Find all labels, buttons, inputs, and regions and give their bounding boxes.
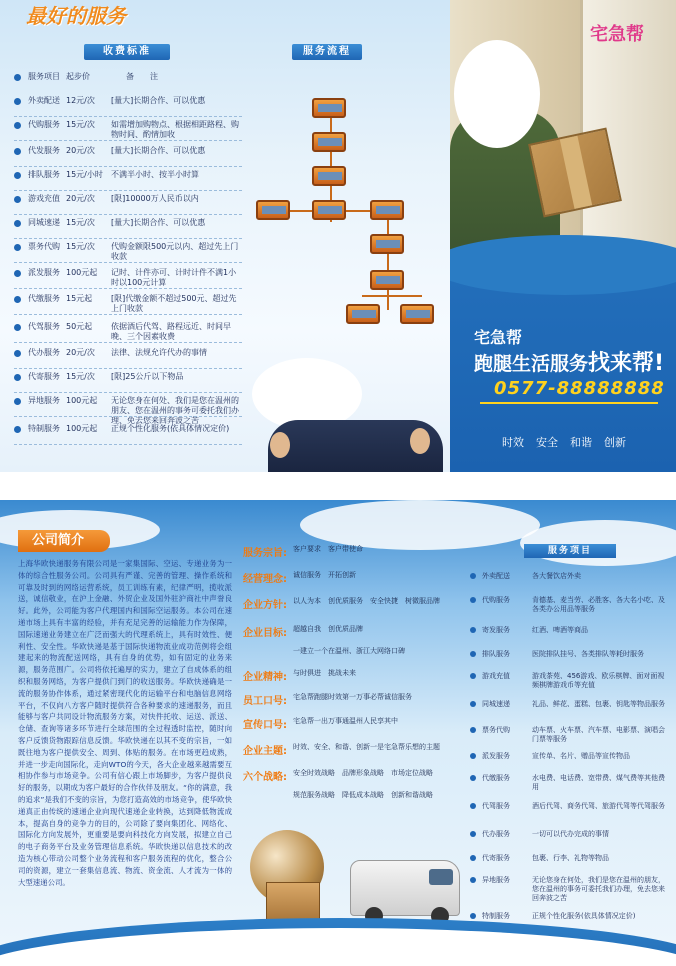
person-head: [410, 428, 430, 454]
brand-logo: 宅急帮: [590, 24, 644, 45]
service-list-item: [470, 572, 670, 581]
service-list-item: [470, 912, 670, 921]
delivery-photo: [450, 0, 676, 260]
flow-step-truck-icon: [370, 200, 404, 220]
row-divider: [14, 238, 242, 239]
service-list-item: [470, 876, 670, 903]
service-desc: 红酒、啤酒等商品: [532, 626, 588, 634]
price-row-desc: [量大]长期合作、可以优惠: [111, 146, 206, 155]
price-row-desc: [量大]长期合作、可以优惠: [111, 218, 206, 227]
delivery-van-image: [350, 860, 460, 916]
bullet-icon: [470, 573, 476, 579]
price-row-price: 20元/次: [66, 194, 95, 203]
flow-step-truck-icon: [256, 200, 290, 220]
bullet-icon: [470, 831, 476, 837]
service-list-item: [470, 650, 670, 659]
service-desc: 各大餐饮店外卖: [532, 572, 581, 580]
service-list-item: [470, 596, 670, 614]
culture-label: 六个战略:: [243, 772, 287, 783]
price-row-service: 派发服务: [28, 268, 60, 277]
flow-step-truck-icon: [370, 270, 404, 290]
culture-row: [243, 668, 483, 683]
price-row: [14, 194, 242, 204]
culture-row: [243, 596, 483, 611]
price-table-header: [14, 72, 242, 82]
price-row-price: 100元起: [66, 268, 98, 277]
bullet-icon: [14, 296, 21, 303]
header-service: 服务项目: [28, 72, 60, 81]
bullet-icon: [14, 426, 21, 433]
row-divider: [14, 116, 242, 117]
intro-text: 上海华欧快递服务有限公司是一家集国际、空运、专递业务为一体的综合性服务公司。公司具有严谨、完善的管理、操作系统和可靠及时到的网络运营系统，员工训练有素，纪律严明，揽收派送，诚信敬业，在沪上金融、外贸企业及国外驻沪商社中声誉良好。此外，公司能为客户代理国内和国际空运服务。本公司在速递市场上具有丰富的经验，并有充足完善的运输能力作为保障，国际速递业务建立在广泛而强大的代理系统上，具有时效性、便利性、安全性。华欧快递是基于国际快递物流业成功范例将会组建起来的物流配送网络，具有自身的优势，如有固定的业务来源，服务范围广。公司将依托遍厚的实力，建立了自成体系的组织和服务网络，为客户提供门到门的收送服务。华欧快递确是一流的服务协作体系，通过紧密现代化的运输平台和电脑信息网络平台，不仅向八方客户随时提供符合各种要求的速递服务，而且能够与客户共同设计物流服务方案，对快件托收、运送、派送、仓储、查询等诸多环节进行全球范围的全过程透时监控，随时向客户反馈货物跟踪信息反馈。华欧快递在以其不变的宗旨，一如既往地为客户提供安全、周到、体贴的服务。在市场更趋成熟，并进一步走向国际化，走向WTO的今天，各大企业越来越需要互相协作参与市场竞争。公司有信心跟上市场脚步，为客户提供良好的服务，以期成为客户最好的合作伙伴及朋友。“你的满意，我的追求”是我们不变的宗旨，为您打造高效的市场竞争，使华欧快递真正由传统的速递企业向现代速递企业转换，达到降低物流成本，提高自身的竞争力的目的，公司除了要向集团化、网络化、国际化方向发展外，更重要是要向科技化方向发展，拟建立自己的电子商务平台及业务管理信息系统。华欧快递以信息技术的改造为核心带动公司整个业务流程和客户服务流程的优化，整合公司的资源，建立一套集信息流、物流、资金流、人才流为一体的大型速递公司。: [18, 559, 232, 887]
price-row: [14, 372, 242, 382]
bullet-icon: [14, 122, 21, 129]
price-row-price: 100元起: [66, 396, 98, 405]
price-row-price: 12元/次: [66, 96, 95, 105]
culture-label: 企业精神:: [243, 672, 287, 683]
bullet-icon: [14, 374, 21, 381]
culture-row: [243, 624, 483, 639]
bullet-icon: [470, 627, 476, 633]
price-row: [14, 170, 242, 180]
price-row-service: 票务代购: [28, 242, 60, 251]
bullet-icon: [14, 324, 21, 331]
value-item: 时效: [502, 436, 524, 449]
header-price: 起步价: [66, 72, 90, 81]
flow-step-truck-icon: [346, 304, 380, 324]
price-row-desc: 无论您身在何处、我们是您在温州的朋友、您在温州的事务可委托我们办理、免去您来回奔波之苦: [111, 396, 239, 425]
price-row-desc: 依据酒后代驾、路程远近、时间早晚、三个因素收费: [111, 322, 231, 341]
culture-text: 宅急帮一出万事通温州人民享其中: [293, 717, 398, 725]
flow-step-truck-icon: [370, 234, 404, 254]
culture-text: 宅急帮跑腿时效第一万事必帮诚信服务: [293, 693, 412, 701]
row-divider: [14, 416, 242, 417]
row-divider: [14, 392, 242, 393]
bullet-icon: [14, 220, 21, 227]
header-title: 最好的服务: [26, 4, 126, 28]
price-row: [14, 396, 242, 426]
culture-row: [243, 570, 483, 585]
service-desc: 礼品、鲜花、蛋糕、包裹、钥匙等物品服务: [532, 700, 665, 708]
row-divider: [14, 342, 242, 343]
price-row-service: 代发服务: [28, 146, 60, 155]
service-name: 代购服务: [482, 596, 510, 604]
row-divider: [14, 314, 242, 315]
service-desc: 动车票、火车票、汽车票、电影票、演唱会门票等服务: [532, 726, 665, 743]
price-row-service: 同城速递: [28, 218, 60, 227]
price-row-price: 100元起: [66, 424, 98, 433]
value-item: 创新: [604, 436, 626, 449]
service-desc: 肯德基、麦当劳、必胜客、各大名小吃、及各类办公用品等服务: [532, 596, 665, 613]
bullet-icon: [14, 196, 21, 203]
price-row-price: 20元/次: [66, 146, 95, 155]
price-section-title: 收费标准: [84, 44, 170, 60]
culture-label: 宣传口号:: [243, 720, 287, 731]
price-row-desc: 法律、法规允许代办的事情: [111, 348, 207, 357]
bullet-icon: [470, 701, 476, 707]
price-row: [14, 146, 242, 156]
service-list-item: [470, 830, 670, 839]
bullet-icon: [470, 877, 476, 883]
price-row: [14, 268, 242, 288]
bullet-icon: [14, 74, 21, 81]
slogan-part-a: 跑腿生活服务: [474, 353, 589, 375]
price-row-desc: 如需增加购物点、根据相距路程、购物时间、酌情加收: [111, 120, 239, 139]
service-name: 派发服务: [482, 752, 510, 760]
slogan-part-b: 找来帮!: [588, 351, 665, 376]
bullet-icon: [14, 172, 21, 179]
price-row: [14, 96, 242, 106]
culture-label: 企业方针:: [243, 600, 287, 611]
row-divider: [14, 214, 242, 215]
person-head: [270, 432, 290, 458]
bullet-icon: [14, 148, 21, 155]
service-list-item: [470, 700, 670, 709]
price-row: [14, 218, 242, 228]
service-name: 外卖配送: [482, 572, 510, 580]
bullet-icon: [470, 753, 476, 759]
service-desc: 游戏茶苑、456游戏、欧乐棋牌、面对面视频棋牌游戏币等充值: [532, 672, 665, 689]
service-flow-diagram: [250, 60, 450, 340]
price-row-service: 排队服务: [28, 170, 60, 179]
service-desc: 无论您身在何处，我们是您在温州的朋友，您在温州的事务可委托我们办理，免去您来回奔波之苦: [532, 876, 665, 902]
service-name: 游戏充值: [482, 672, 510, 680]
price-row-service: 异地服务: [28, 396, 60, 405]
culture-row: [243, 544, 483, 559]
row-divider: [14, 166, 242, 167]
flow-step-truck-icon: [400, 304, 434, 324]
cloud: [300, 500, 540, 550]
flow-step-truck-icon: [312, 200, 346, 220]
service-name: 代办服务: [482, 830, 510, 838]
bullet-icon: [470, 727, 476, 733]
value-item: 安全: [536, 436, 558, 449]
bullet-icon: [14, 98, 21, 105]
culture-text: 与时俱进 挑战未来: [293, 669, 356, 677]
phone-number: 0577-88888888: [494, 378, 665, 399]
blue-wave: [450, 235, 676, 295]
bullet-icon: [14, 350, 21, 357]
bullet-icon: [470, 775, 476, 781]
price-row-price: 15元/小时: [66, 170, 103, 179]
cover-panel: [450, 0, 676, 472]
price-row-service: 代寄服务: [28, 372, 60, 381]
service-name: 同城速递: [482, 700, 510, 708]
price-row: [14, 120, 242, 140]
service-name: 代缴服务: [482, 774, 510, 782]
row-divider: [14, 140, 242, 141]
flow-step-truck-icon: [312, 166, 346, 186]
culture-label: 企业主题:: [243, 746, 287, 757]
row-divider: [14, 288, 242, 289]
culture-row: [243, 790, 483, 800]
bullet-icon: [470, 673, 476, 679]
service-name: 排队服务: [482, 650, 510, 658]
price-row-price: 20元/次: [66, 348, 95, 357]
row-divider: [14, 444, 242, 445]
culture-row: [243, 692, 483, 707]
service-list-title: 服务项目: [524, 544, 616, 558]
culture-label: 服务宗旨:: [243, 548, 287, 559]
bullet-icon: [14, 270, 21, 277]
culture-row: [243, 742, 483, 757]
price-row: [14, 348, 242, 358]
price-row-service: 游戏充值: [28, 194, 60, 203]
culture-label: 经营理念:: [243, 574, 287, 585]
price-row-desc: 代购金额限500元以内、超过先上门收款: [111, 242, 239, 261]
price-row-price: 15元起: [66, 294, 93, 303]
row-divider: [14, 368, 242, 369]
slogan-main: [474, 346, 664, 377]
core-values: [502, 434, 626, 450]
price-row-service: 代驾服务: [28, 322, 60, 331]
price-row-desc: [限]代缴金额不超过500元、超过先上门收款: [111, 294, 237, 313]
bullet-icon: [470, 855, 476, 861]
brochure-inner-side: [0, 500, 676, 966]
service-name: 代寄服务: [482, 854, 510, 862]
service-desc: 包裹、行李、礼物等物品: [532, 854, 609, 862]
service-desc: 一切可以代办完成的事情: [532, 830, 609, 838]
bullet-icon: [14, 244, 21, 251]
price-row-service: 代办服务: [28, 348, 60, 357]
service-name: 异地服务: [482, 876, 510, 884]
service-list-item: [470, 854, 670, 863]
culture-row: [243, 768, 483, 783]
service-list-item: [470, 672, 670, 690]
service-name: 寄发服务: [482, 626, 510, 634]
value-item: 和谐: [570, 436, 592, 449]
service-list-item: [470, 726, 670, 744]
price-row-desc: [量大]长期合作、可以优惠: [111, 96, 206, 105]
price-row-service: 特制服务: [28, 424, 60, 433]
row-divider: [14, 190, 242, 191]
culture-text: 超越自我 创优质品牌: [293, 625, 363, 633]
divider: [480, 402, 658, 404]
price-row-price: 15元/次: [66, 120, 95, 129]
price-row: [14, 322, 242, 342]
price-row: [14, 424, 242, 434]
price-row: [14, 294, 242, 314]
service-desc: 正规个性化服务(依具体情况定价): [532, 912, 636, 920]
culture-text: 一建立一个在温州、浙江大网络口碑: [293, 647, 405, 655]
price-row-desc: 不满半小时、按半小时算: [111, 170, 199, 179]
service-list-item: [470, 802, 670, 811]
bullet-icon: [470, 803, 476, 809]
price-row-desc: 正规个性化服务(依具体情况定价): [111, 424, 230, 433]
price-row-desc: 记时、计件亦可、计时计件不满1小时以100元计算: [111, 268, 237, 287]
service-name: 代驾服务: [482, 802, 510, 810]
culture-text: 诚信服务 开拓创新: [293, 571, 356, 579]
slogan-brand: 宅急帮: [474, 328, 523, 347]
blank-oval: [454, 40, 540, 148]
price-row-service: 代缴服务: [28, 294, 60, 303]
flow-section-title: 服务流程: [292, 44, 362, 60]
culture-label: 企业目标:: [243, 628, 287, 639]
header-note: 备 注: [126, 72, 158, 81]
service-list-item: [470, 626, 670, 635]
bullet-icon: [14, 398, 21, 405]
culture-text: 时效、安全、和谐、创新一是宅急帮乐想的主题: [293, 743, 440, 751]
flow-step-truck-icon: [312, 98, 346, 118]
row-divider: [14, 262, 242, 263]
price-row: [14, 242, 242, 262]
price-row-desc: [限]10000万人民币以内: [111, 194, 199, 203]
price-row-price: 15元/次: [66, 372, 95, 381]
price-row-price: 50元起: [66, 322, 93, 331]
culture-text: 以人为本 创优质服务 安全快捷 树微服品牌: [293, 597, 440, 605]
price-row-desc: [限]25公斤以下物品: [111, 372, 184, 381]
flow-step-truck-icon: [312, 132, 346, 152]
price-row-service: 外卖配送: [28, 96, 60, 105]
service-name: 特制服务: [482, 912, 510, 920]
cloud: [520, 520, 676, 566]
bullet-icon: [470, 913, 476, 919]
bullet-icon: [470, 651, 476, 657]
service-desc: 酒后代驾、商务代驾、旅游代驾等代驾服务: [532, 802, 665, 810]
intro-title: 公司简介: [18, 530, 110, 552]
culture-label: 员工口号:: [243, 696, 287, 707]
service-list-item: [470, 752, 670, 761]
service-name: 票务代购: [482, 726, 510, 734]
bullet-icon: [470, 597, 476, 603]
service-desc: 医院排队挂号、各类排队等耗时服务: [532, 650, 644, 658]
culture-row: [243, 716, 483, 731]
brochure-outer-side: [0, 0, 676, 472]
culture-row: [243, 646, 483, 656]
service-desc: 水电费、电话费、宽带费、煤气费等其他费用: [532, 774, 665, 791]
service-list-item: [470, 774, 670, 792]
culture-text: 规范服务战略 降低成本战略 创新和谐战略: [293, 791, 433, 799]
price-row-price: 15元/次: [66, 218, 95, 227]
culture-text: 安全时效战略 品牌形象战略 市场定位战略: [293, 769, 433, 777]
culture-text: 客户要求 客户带使命: [293, 545, 363, 553]
price-row-price: 15元/次: [66, 242, 95, 251]
service-desc: 宣传单、名片、赠品等宣传物品: [532, 752, 630, 760]
price-row-service: 代购服务: [28, 120, 60, 129]
cargo-boxes-image: [266, 882, 320, 922]
